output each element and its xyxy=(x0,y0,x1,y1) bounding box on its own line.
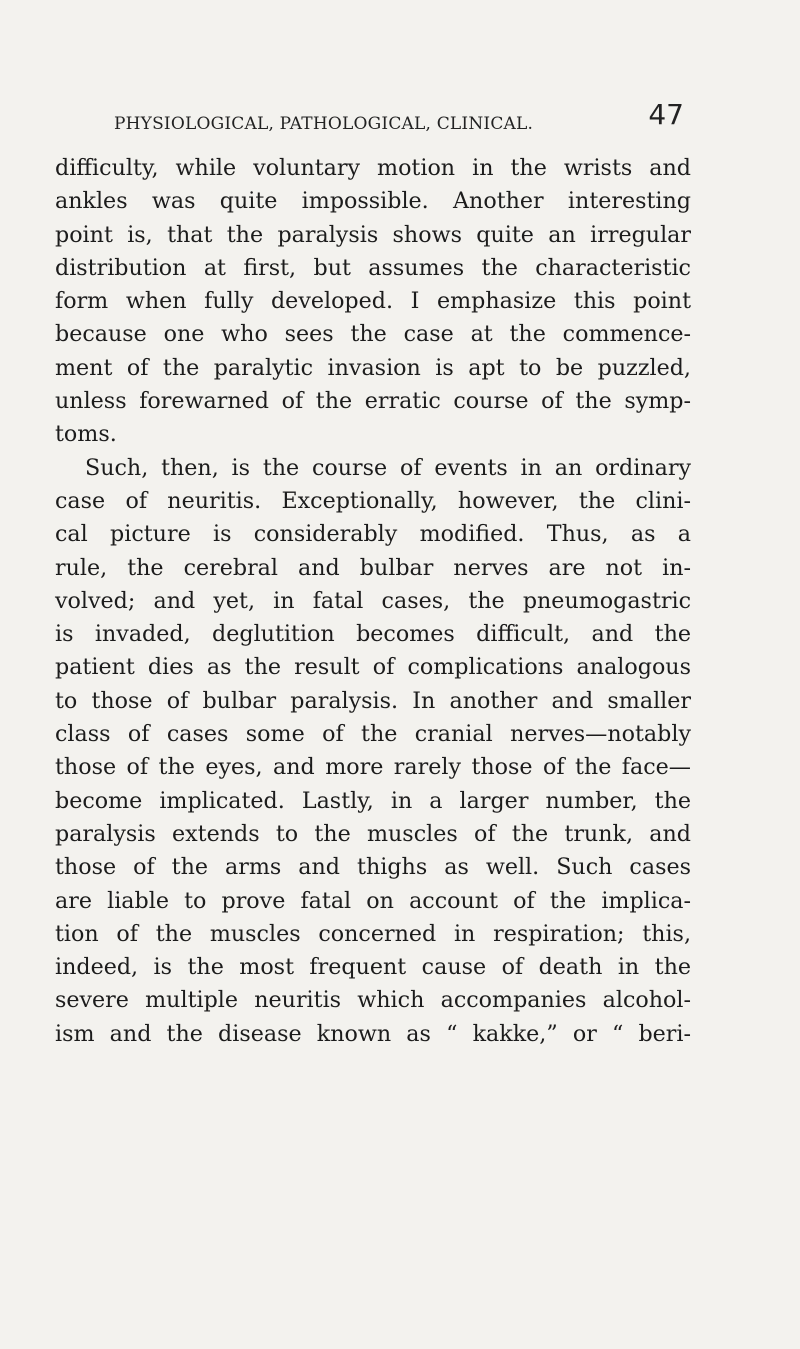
text-line: those of the eyes, and more rarely those of the face— xyxy=(55,754,691,781)
text-line: because one who sees the case at the commence- xyxy=(55,321,691,348)
text-line: become implicated. Lastly, in a larger number, the xyxy=(55,787,691,814)
text-line: severe multiple neuritis which accompanies alcohol- xyxy=(55,987,691,1014)
text-line: form when fully developed. I emphasize this point xyxy=(55,288,691,315)
paragraph xyxy=(55,152,691,452)
text-line: unless forewarned of the erratic course of the symp- xyxy=(55,388,691,415)
running-title: PHYSIOLOGICAL, PATHOLOGICAL, CLINICAL. xyxy=(114,114,534,134)
text-line: those of the arms and thighs as well. Such cases xyxy=(55,854,691,881)
text-line: cal picture is considerably modified. Thus, as a xyxy=(55,521,691,548)
text-line: ankles was quite impossible. Another interesting xyxy=(55,188,691,215)
text-line: ment of the paralytic invasion is apt to be puzzled, xyxy=(55,354,691,381)
text-line: volved; and yet, in fatal cases, the pneumogastric xyxy=(55,587,691,614)
text-line: distribution at first, but assumes the characteristic xyxy=(55,254,691,281)
page-number: 47 xyxy=(648,98,684,131)
text-line: rule, the cerebral and bulbar nerves are not in- xyxy=(55,554,691,581)
text-line: indeed, is the most frequent cause of death in the xyxy=(55,954,691,981)
text-line: point is, that the paralysis shows quite an irregular xyxy=(55,221,691,248)
text-line: patient dies as the result of complications analogous xyxy=(55,654,691,681)
text-line: Such, then, is the course of events in an ordinary xyxy=(85,454,691,481)
text-line: paralysis extends to the muscles of the trunk, and xyxy=(55,820,691,847)
running-head xyxy=(114,98,684,138)
text-line: are liable to prove fatal on account of the implica- xyxy=(55,887,691,914)
text-line: class of cases some of the cranial nerves—notably xyxy=(55,721,691,748)
paragraph xyxy=(55,452,691,1051)
body-text xyxy=(55,152,691,1051)
text-line: case of neuritis. Exceptionally, however, the clini- xyxy=(55,487,691,514)
text-line: difficulty, while voluntary motion in the wrists and xyxy=(55,155,691,181)
text-line: is invaded, deglutition becomes difficult, and the xyxy=(55,621,691,648)
text-line: tion of the muscles concerned in respiration; this, xyxy=(55,920,691,947)
text-line: to those of bulbar paralysis. In another and smaller xyxy=(55,687,691,714)
text-line: toms. xyxy=(55,421,117,448)
text-line: ism and the disease known as “ kakke,” or “ beri- xyxy=(55,1020,691,1047)
